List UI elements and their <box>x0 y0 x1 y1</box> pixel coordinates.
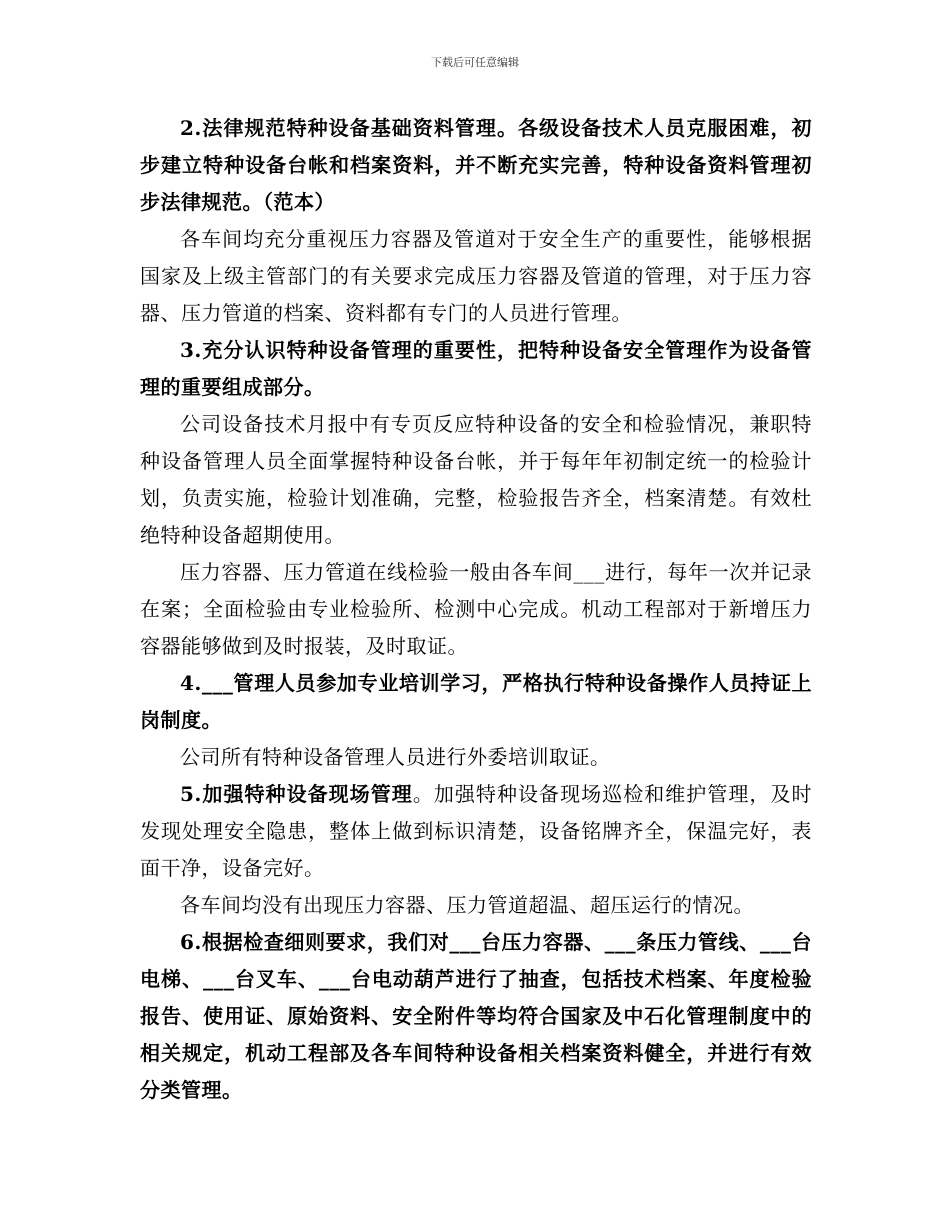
paragraph-body-4-text: 公司所有特种设备管理人员进行外委培训取证。 <box>180 745 611 769</box>
paragraph-6-heading: 6.根据检查细则要求，我们对___台压力容器、___条压力管线、___台电梯、___台叉车、___台电动葫芦进行了抽查，包括技术档案、年度检验报告、使用证、原始资料、安全附件等均符合国家及中石化管理制度中的相关规定，机动工程部及各车间特种设备相关档案资料健全，并进行有效分类管理。 <box>140 930 812 1102</box>
paragraph-6 <box>140 924 812 1109</box>
paragraph-body-4 <box>140 739 812 776</box>
paragraph-body-1-text: 各车间均充分重视压力容器及管道对于安全生产的重要性，能够根据国家及上级主管部门的有关要求完成压力容器及管道的管理，对于压力容器、压力管道的档案、资料都有专门的人员进行管理。 <box>140 227 812 325</box>
paragraph-5-text: 。加强特种设备现场巡检和维护管理，及时发现处理安全隐患，整体上做到标识清楚，设备铭牌齐全，保温完好，表面干净，设备完好。 <box>140 782 813 880</box>
paragraph-2 <box>140 110 812 221</box>
paragraph-body-2-text: 公司设备技术月报中有专页反应特种设备的安全和检验情况，兼职特种设备管理人员全面掌握特种设备台帐，并于每年年初制定统一的检验计划，负责实施，检验计划准确，完整，检验报告齐全，档案清楚。有效杜绝特种设备超期使用。 <box>140 412 812 547</box>
paragraph-4-heading: 4.___管理人员参加专业培训学习，严格执行特种设备操作人员持证上岗制度。 <box>140 671 812 732</box>
paragraph-body-3-text: 压力容器、压力管道在线检验一般由各车间___进行，每年一次并记录在案；全面检验由专业检验所、检测中心完成。机动工程部对于新增压力容器能够做到及时报装，及时取证。 <box>140 560 812 658</box>
paragraph-body-5 <box>140 887 812 924</box>
paragraph-4 <box>140 665 812 739</box>
paragraph-5 <box>140 776 812 887</box>
document-body <box>140 110 812 1109</box>
paragraph-body-3 <box>140 554 812 665</box>
paragraph-5-heading: 5.加强特种设备现场管理 <box>180 782 413 806</box>
paragraph-2-heading: 2.法律规范特种设备基础资料管理。各级设备技术人员克服困难，初步建立特种设备台帐和档案资料，并不断充实完善，特种设备资料管理初步法律规范。（范本） <box>140 116 812 214</box>
paragraph-3-heading: 3.充分认识特种设备管理的重要性，把特种设备安全管理作为设备管理的重要组成部分。 <box>140 338 812 399</box>
paragraph-body-2 <box>140 406 812 554</box>
paragraph-body-1 <box>140 221 812 332</box>
paragraph-3 <box>140 332 812 406</box>
page-header: 下载后可任意编辑 <box>431 56 519 69</box>
paragraph-body-5-text: 各车间均没有出现压力容器、压力管道超温、超压运行的情况。 <box>180 893 754 917</box>
